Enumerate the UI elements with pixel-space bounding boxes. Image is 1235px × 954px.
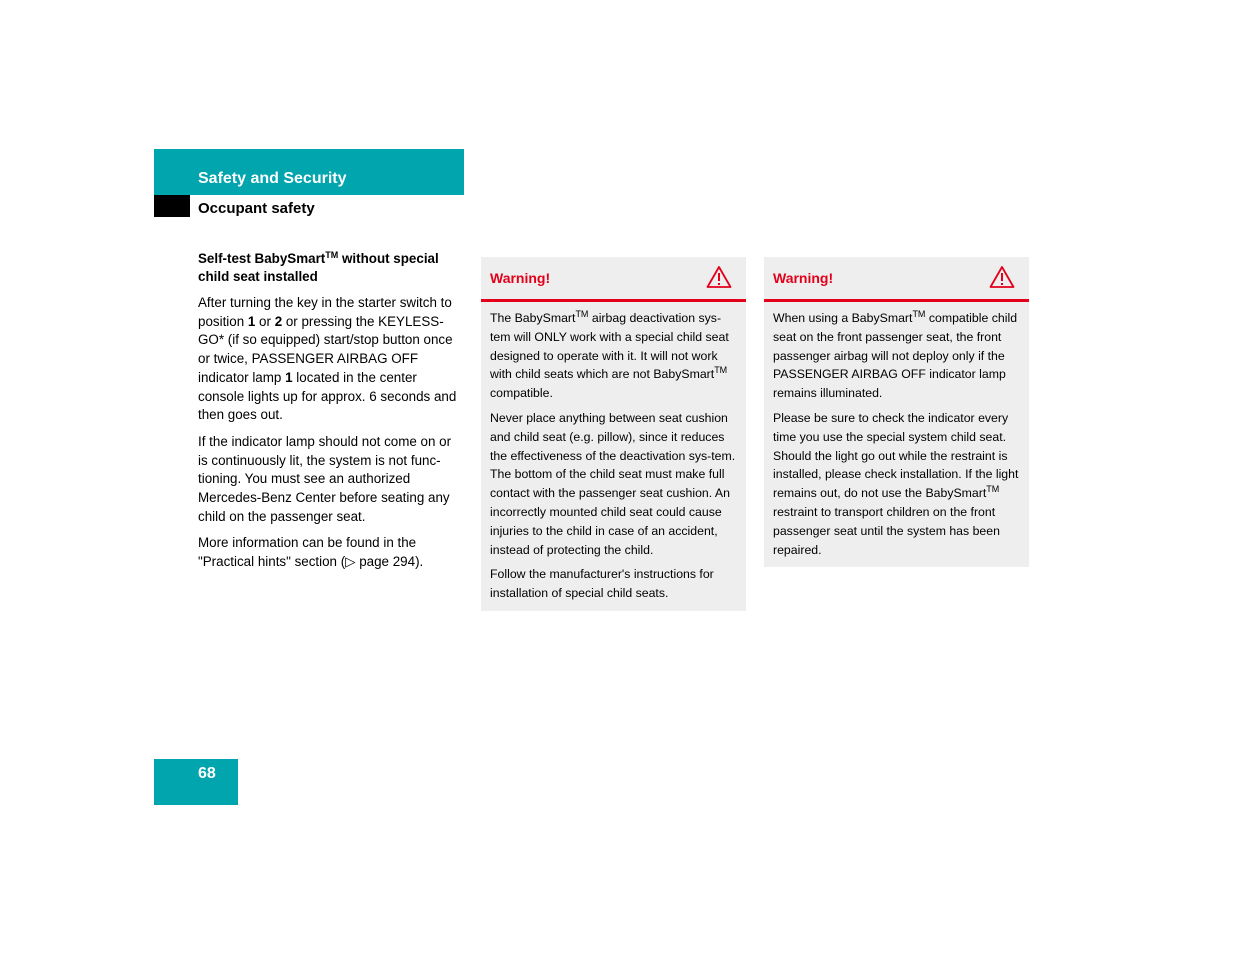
subsection-title: Occupant safety [198,200,315,217]
warning-paragraph: Please be sure to check the indicator every time you use the special system child seat. Should the light go out while the restraint is installed, please check installation. If the light remains out, do not use the BabySmart™ restraint to transport children on the front passenger seat until the system has been repaired. [773,410,1019,557]
page-reference-arrow-icon: ▷ [345,554,356,570]
warning-paragraph: Never place anything between seat cushion and child seat (e.g. pillow), since it reduces the effectiveness of the deactivation sys-tem. The bottom of the child seat must make full contact with the passenger seat cushion. An incorrectly mounted child seat could cause injuries to the child in case of an accident, instead of protecting the child. [490,410,736,557]
warning-title: Warning! [490,270,551,286]
warning-box-deactivation [481,257,746,611]
warning-box-compatible-seat [764,257,1029,567]
self-test-heading: Self-test BabySmart™ without special child seat installed [198,250,439,284]
section-title: Safety and Security [198,170,347,187]
page-number-box [154,759,238,805]
self-test-paragraph: After turning the key in the starter switch to position 1 or 2 or pressing the KEYLESS-GO* (if so equipped) start/stop button once or twice, PASSENGER AIRBAG OFF indicator lamp 1 located in the center console lights up for approx. 6 seconds and then goes out. [198,295,457,423]
warning-header [764,257,1029,302]
warning-triangle-icon [989,265,1015,289]
malfunction-paragraph: If the indicator lamp should not come on or is continuously lit, the system is not func-tioning. You must see an authorized Mercedes-Benz Center before seating any child on the passenger seat. [198,433,452,524]
page-number: 68 [198,765,216,782]
main-text-column [198,250,464,580]
warning-body [764,302,1029,567]
warning-title: Warning! [773,270,834,286]
warning-paragraph: Follow the manufacturer's instructions for installation of special child seats. [490,567,714,601]
warning-body [481,302,746,611]
warning-paragraph: When using a BabySmart™ compatible child seat on the front passenger seat, the front passenger airbag will not deploy only if the PASSENGER AIRBAG OFF indicator lamp remains illuminated. [773,309,1018,401]
warning-header [481,257,746,302]
warning-paragraph: The BabySmart™ airbag deactivation sys-tem will ONLY work with a special child seat designed to operate with it. It will not work with child seats which are not BabySmart™ compatible. [490,309,729,401]
section-tab-marker [154,195,190,217]
more-info-paragraph: More information can be found in the "Practical hints" section (▷ page 294). [198,535,424,570]
warning-triangle-icon [706,265,732,289]
